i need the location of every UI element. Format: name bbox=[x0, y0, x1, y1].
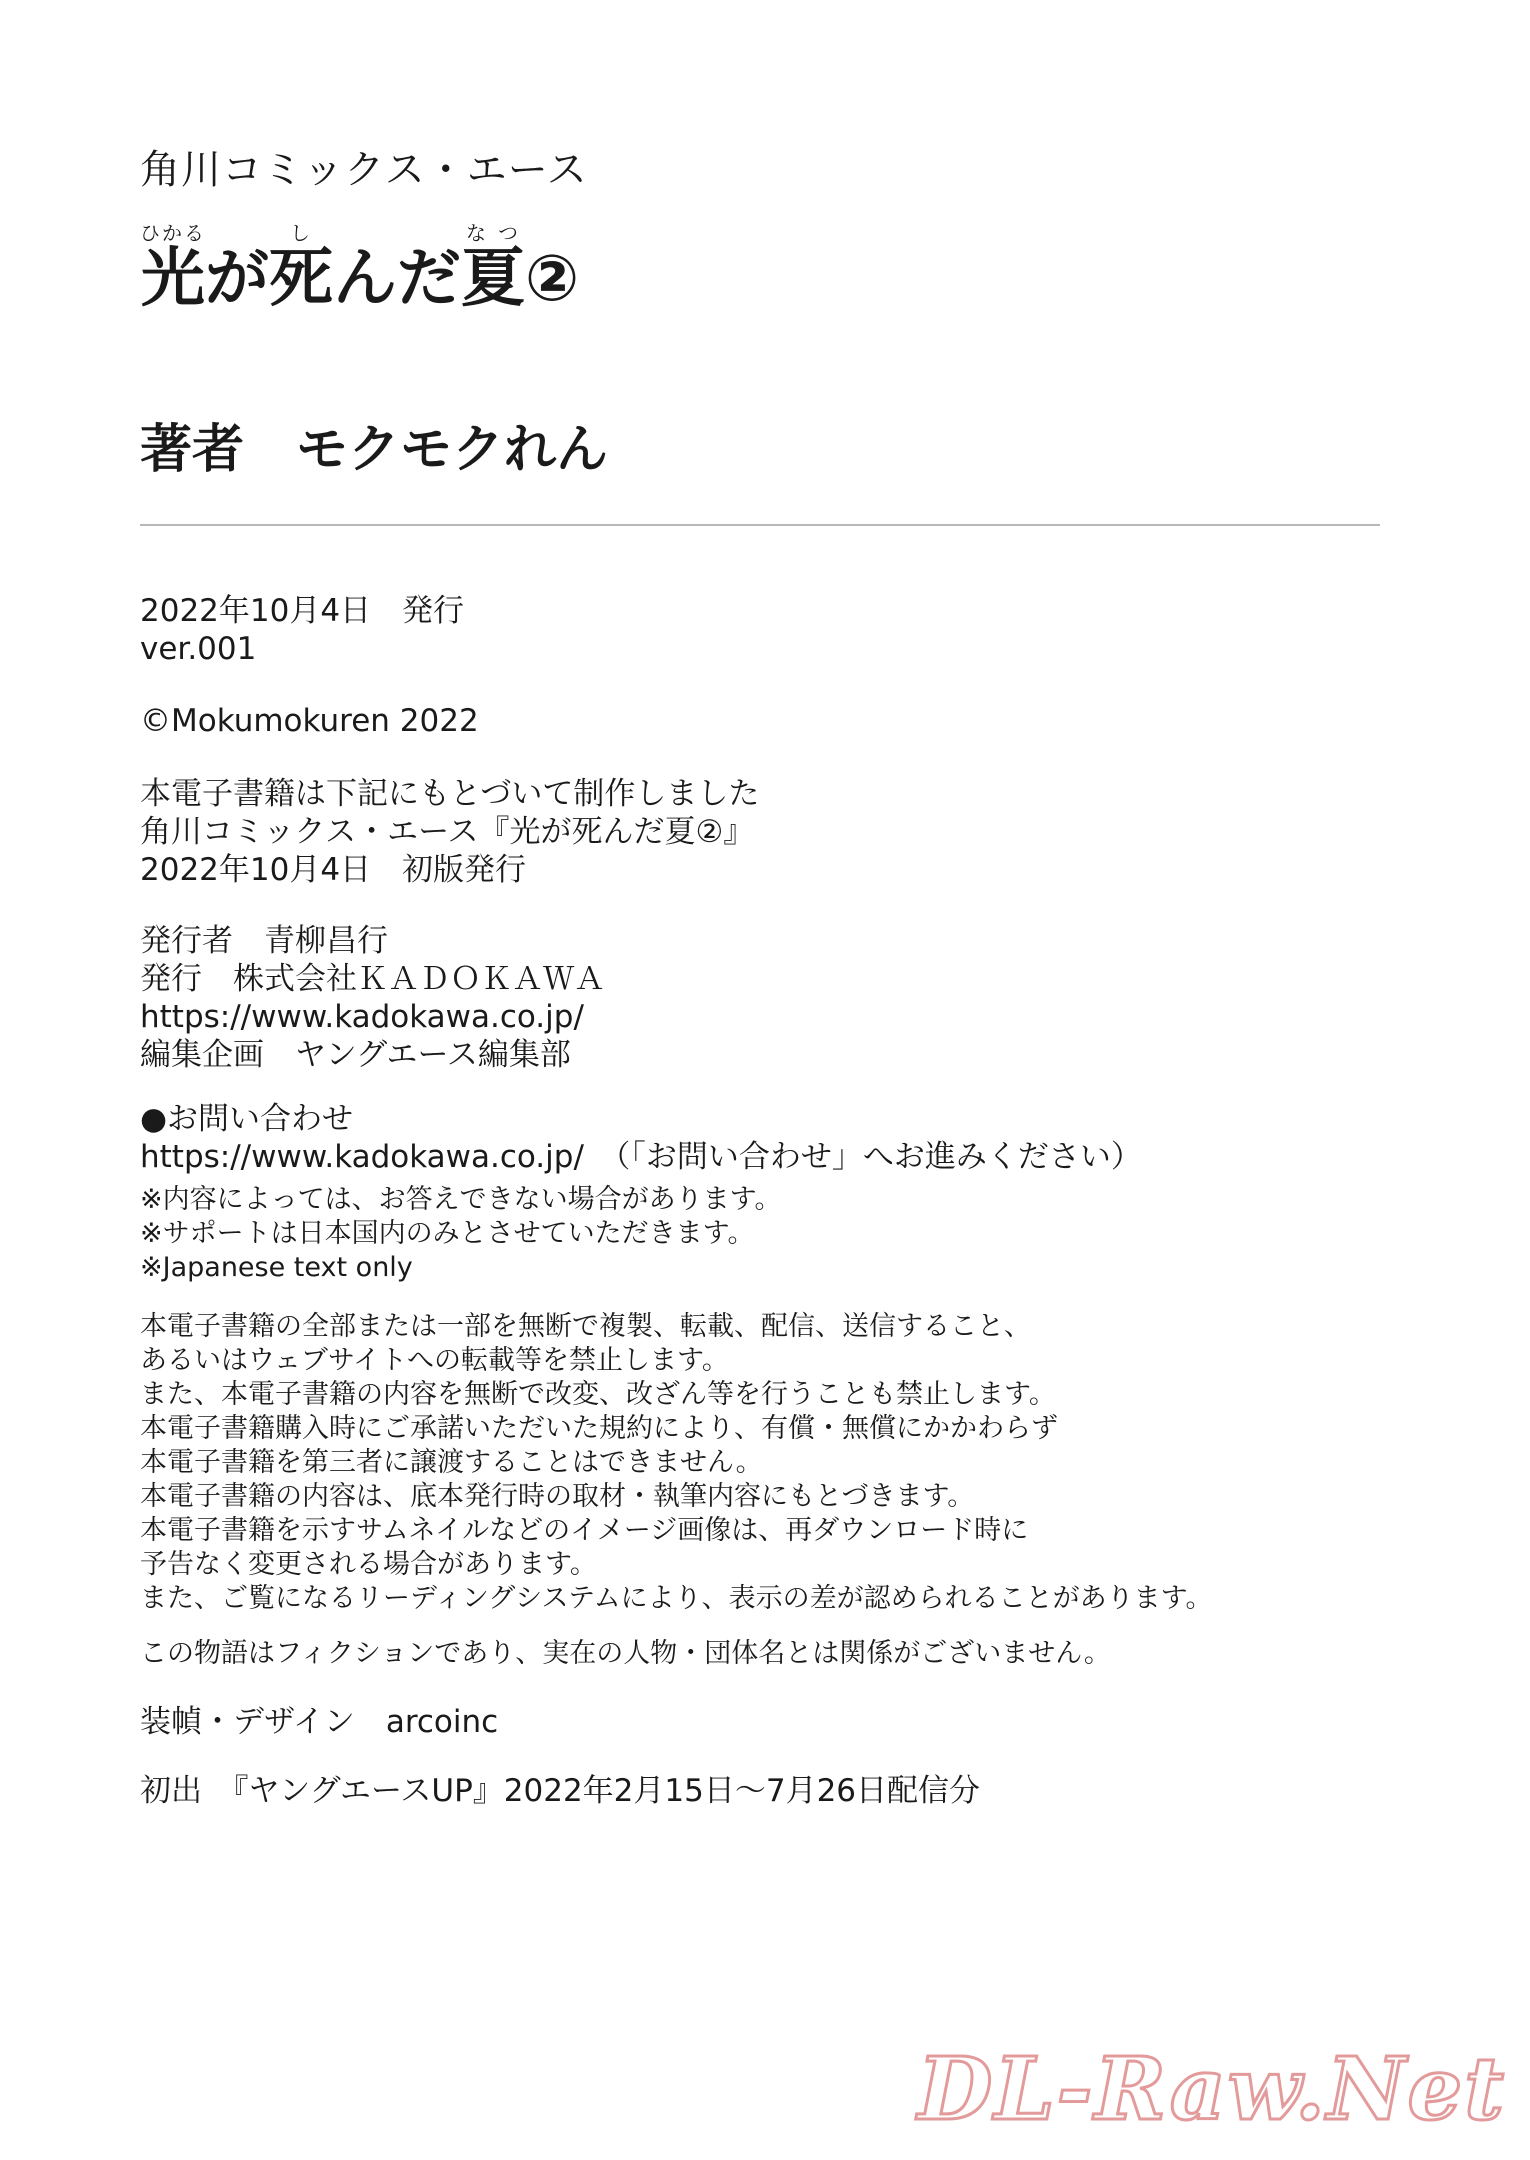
fiction-notice: この物語はフィクションであり、実在の人物・団体名とは関係がございません。 bbox=[140, 1638, 1111, 1669]
source-line: 角川コミックス・エース『光が死んだ夏②』 bbox=[140, 814, 755, 850]
title-char-hikaru: 光ひかる bbox=[140, 221, 206, 316]
design-credit bbox=[140, 1703, 498, 1741]
inquiry-notes bbox=[140, 1183, 781, 1285]
legal-line: 本電子書籍の全部または一部を無断で複製、転載、配信、送信すること、 bbox=[140, 1311, 1031, 1342]
publication-info bbox=[140, 592, 464, 668]
inquiry-note: ※Japanese text only bbox=[140, 1252, 413, 1283]
copyright: ©Mokumokuren 2022 bbox=[140, 703, 479, 739]
publisher-info bbox=[140, 922, 605, 1074]
title-kana-ga: が bbox=[205, 242, 269, 316]
imprint-label: 角川コミックス・エース bbox=[140, 147, 588, 193]
inquiry-url: https://www.kadokawa.co.jp/ （「お問い合わせ」へお進みください） bbox=[140, 1139, 1142, 1175]
inquiry-section bbox=[140, 1100, 1142, 1176]
legal-line: また、ご覧になるリーディングシステムにより、表示の差が認められることがあります。 bbox=[140, 1583, 1213, 1614]
legal-line: あるいはウェブサイトへの転載等を禁止します。 bbox=[140, 1345, 729, 1376]
title-kana-nda: んだ bbox=[333, 242, 461, 316]
first-appearance-line: 初出 『ヤングエースUP』2022年2月15日～7月26日配信分 bbox=[140, 1773, 981, 1809]
legal-line: 本電子書籍の内容は、底本発行時の取材・執筆内容にもとづきます。 bbox=[140, 1481, 975, 1512]
inquiry-note: ※サポートは日本国内のみとさせていただきます。 bbox=[140, 1218, 755, 1249]
legal-line: 本電子書籍を第三者に譲渡することはできません。 bbox=[140, 1447, 763, 1478]
source-line: 本電子書籍は下記にもとづいて制作しました bbox=[140, 776, 760, 812]
legal-notice bbox=[140, 1310, 1212, 1616]
publisher-company: 発行 株式会社ＫＡＤＯＫＡＷＡ bbox=[140, 961, 605, 997]
inquiry-heading: ●お問い合わせ bbox=[140, 1101, 354, 1137]
editorial-department: 編集企画 ヤングエース編集部 bbox=[140, 1037, 571, 1073]
legal-line: また、本電子書籍の内容を無断で改変、改ざん等を行うことも禁止します。 bbox=[140, 1379, 1056, 1410]
source-line: 2022年10月4日 初版発行 bbox=[140, 852, 527, 888]
title-char-natsu: 夏なつ bbox=[461, 221, 525, 316]
book-title bbox=[140, 221, 580, 316]
publisher-url: https://www.kadokawa.co.jp/ bbox=[140, 999, 584, 1035]
title-char-shi: 死し bbox=[269, 221, 333, 316]
author-name: モクモクれん bbox=[296, 420, 609, 480]
title-volume-number: ② bbox=[525, 242, 580, 316]
publication-date: 2022年10月4日 発行 bbox=[140, 593, 465, 629]
author-role: 著者 bbox=[140, 420, 245, 480]
source-info bbox=[140, 775, 759, 889]
version: ver.001 bbox=[140, 631, 257, 667]
legal-line: 本電子書籍を示すサムネイルなどのイメージ画像は、再ダウンロード時に bbox=[140, 1515, 1029, 1546]
publisher-person: 発行者 青柳昌行 bbox=[140, 923, 388, 959]
inquiry-note: ※内容によっては、お答えできない場合があります。 bbox=[140, 1184, 782, 1215]
fiction-disclaimer bbox=[140, 1637, 1111, 1671]
first-appearance bbox=[140, 1772, 980, 1810]
legal-line: 本電子書籍購入時にご承諾いただいた規約により、有償・無償にかかわらず bbox=[140, 1413, 1058, 1444]
divider bbox=[140, 524, 1380, 526]
legal-line: 予告なく変更される場合があります。 bbox=[140, 1549, 597, 1580]
design-line: 装幀・デザイン arcoinc bbox=[140, 1704, 499, 1740]
author-line bbox=[140, 407, 608, 482]
watermark-logo: DL-Raw.Net bbox=[917, 2039, 1506, 2140]
copyright-notice bbox=[140, 702, 479, 740]
